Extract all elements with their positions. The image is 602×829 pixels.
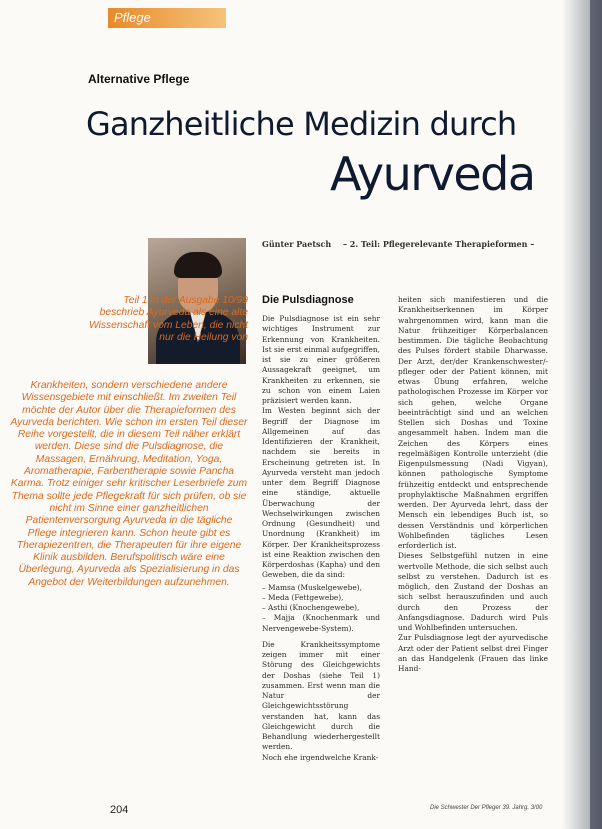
col1-paragraph: Noch ehe irgendwelche Krank- — [262, 752, 379, 762]
list-item: – Majja (Knochenmark und Nervengewebe-System). — [262, 613, 380, 633]
col2-paragraph: Dieses Selbstgefühl nutzen in eine wertvolle Methode, die sich selbst auch selbst zu verstehen. Dadurch ist es möglich, den Zustand der Doshas an sich selbst herauszufinden und auch durch den Prozess der Anfangsdiagnose. Dadurch wird Puls und Wohlbefinden untersuchen. — [398, 551, 548, 632]
article-title-line1: Ganzheitliche Medizin durch — [86, 105, 517, 143]
intro-text-bottom: Krankheiten, sondern verschiedene andere Wissensgebiete mit einschließt. Im zweiten Teil möchte der Autor über die Therapieformen des Ayurveda berichten. Wie schon im ersten Teil dieser Reihe vorgestellt, die in diesem Teil näher erklärt werden. Diese sind die Pulsdiagnose, die Massagen, Ernährung, Meditation, Yoga, Aromatherapie, Farbentherapie sowie Pancha Karma. Trotz einiger sehr kritischer Leserbriefe zum Thema sollte jede Pflegekraft für sich prüfen, ob sie nicht im Sinne einer ganzheitlichen Patientenversorgung Ayurveda in die tägliche Pflege integrieren kann. Schon heute gibt es Therapiezentren, die Therapeuten für ihre eigene Klinik ausbilden. Berufspolitisch wäre eine Überlegung, Ayurveda als Spezialisierung in das Angebot der Weiterbildungen aufzunehmen. — [10, 380, 248, 588]
section-label: Pflege — [114, 10, 151, 25]
list-item: – Mamsa (Muskelgewebe), — [262, 582, 362, 592]
journal-reference: Die Schwester Der Pfleger 39. Jahrg. 3/00 — [430, 805, 543, 811]
section-subheading: Die Pulsdiagnose — [262, 294, 354, 306]
page-number: 204 — [110, 804, 129, 816]
scan-edge-dark — [590, 0, 602, 829]
tissue-list — [262, 583, 380, 634]
intro-text-top: Teil 1 in der Ausgabe 10/99 beschrieb Ayurveda als eine alte Wissenschaft vom Leben, die nicht nur die Heilung von — [88, 295, 248, 343]
col1-paragraph: Die Pulsdiagnose ist ein sehr wichtiges Instrument zur Erkennung von Krankheiten. Ist sie erst einmal aufgegriffen, ist sie zu einer größeren Aussagekraft geeignet, um Krankheiten zu erkennen, sie zu schon von einem Laien präzisiert werden kann. — [262, 314, 380, 405]
article-kicker: Alternative Pflege — [88, 72, 190, 86]
col2-paragraph: Zur Pulsdiagnose legt der ayurvedische Arzt oder der Patient selbst drei Finger an das Handgelenk (Frauen das linke Hand- — [398, 633, 548, 673]
col2-paragraph: heiten sich manifestieren und die Krankheitserkennen im Körper wahrgenommen wird, kann man die Natur frühzeitiger Körperbalancen bestimmen. Die tägliche Beobachtung des Pulses fördert stabile Dharwasse. Der Arzt, der/der Krankenschwester/-pfleger oder der Patient können, mit etwas Übung erfahren, welche pathologischen Prozesse im Körper vor sich gehen, welche Organe beeinträchtigt sind und an welchen Stellen sich Doshas und Toxine angesammelt haben. Indem man die Zeichen des Körpers eines regelmäßigen Kontrolle unterzieht (die Eigenpulsmessung (Nadi Vigyan), können pathologische Symptome frühzeitig entdeckt und entsprechende prophylaktische Maßnahmen ergriffen werden. Der Ayurveda lehrt, dass der Mensch ein lebendiges Buch ist, so dessen Verständnis und körperlichen Wohlbefinden tägliches Lesen erforderlich ist. — [398, 295, 548, 550]
body-column-1 — [262, 314, 380, 763]
list-item: – Meda (Fettgewebe), — [262, 592, 344, 602]
col1-paragraph: Die Krankheitssymptome zeigen immer mit einer Störung des Gleichgewichts der Doshas (siehe Teil 1) zusammen. Erst wenn man die Natur der Gleichgewichtsstörung verstanden hat, kann das Gleichgewicht durch die Behandlung wiederhergestellt werden. — [262, 639, 380, 752]
body-column-2 — [398, 295, 548, 674]
list-item: – Asthi (Knochengewebe), — [262, 603, 360, 612]
col1-paragraph: Im Westen beginnt sich der Begriff der Diagnose im Allgemeinen auf das Identifizieren der Krankheit, nachdem sie bereits in Erscheinung getreten ist. In Ayurveda versteht man jedoch unter dem Begriff Diagnose eine ständige, aktuelle Überwachung der Wechselwirkungen zwischen Ordnung (Gesundheit) und Unordnung (Krankheit) im Körper. Der Krankheitsprozess ist eine Reaktion zwischen den Körperdoshas (Kapha) und den Geweben, die da sind: — [262, 406, 380, 580]
series-label: – 2. Teil: Pflegerelevante Therapieformen – — [343, 239, 535, 249]
photo-hair-shape — [174, 252, 222, 278]
article-title-line2: Ayurveda — [330, 147, 535, 201]
author-name: Günter Paetsch — [262, 239, 332, 249]
